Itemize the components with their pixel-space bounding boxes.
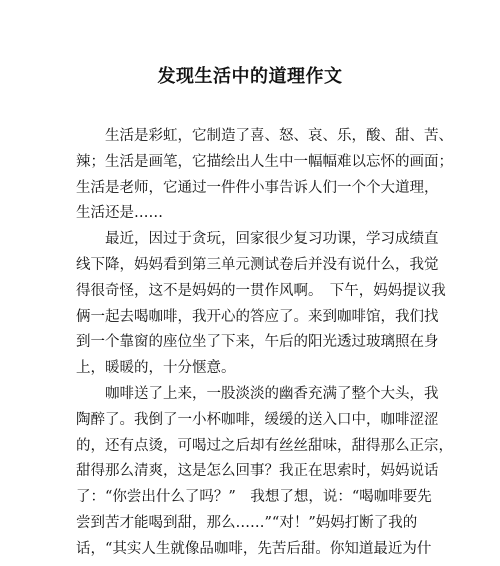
text-line: 尝到苦才能喝到甜，那么……”“对！”妈妈打断了我的 (76, 514, 418, 531)
paragraph-1 (76, 124, 453, 227)
text-line: 咖啡送了上来，一股淡淡的幽香充满了整个大头，我 (105, 385, 439, 402)
text-line: 话，“其实人生就像品咖啡，先苦后甜。你知道最近为什 (76, 540, 432, 557)
text-line: 的，还有点烫，可喝过之后却有丝丝甜味，甜得那么正宗， (76, 437, 453, 454)
paragraph-3 (76, 382, 453, 563)
text-line: 最近，因过于贪玩，回家很少复习功课，学习成绩直 (105, 231, 439, 248)
text-line: 陶醉了。我倒了一小杯咖啡，缓缓的送入口中，咖啡涩涩 (76, 411, 439, 428)
essay-body (76, 124, 453, 563)
text-line: 甜得那么清爽，这是怎么回事？我正在思索时，妈妈说话 (76, 463, 439, 480)
paragraph-2 (76, 227, 446, 382)
text-line: 辣；生活是画笔，它描绘出人生中一幅幅难以忘怀的画面； (76, 153, 453, 170)
text-line: 得很奇怪，这不是妈妈的一贯作风啊。 下午，妈妈提议我 (76, 282, 446, 299)
text-line: 生活还是…… (76, 205, 163, 222)
text-line: 了：“你尝出什么了吗？” 我想了想，说：“喝咖啡要先 (76, 489, 432, 506)
text-line: 上，暖暖的，十分惬意。 (76, 360, 236, 377)
text-line: 生活是彩虹，它制造了喜、怒、哀、乐，酸、甜、苦、 (105, 128, 453, 144)
text-line: 俩一起去喝咖啡，我开心的答应了。来到咖啡馆，我们找 (76, 308, 439, 325)
text-line: 生活是老师，它通过一件件小事告诉人们一个个大道理， (76, 179, 439, 196)
text-line: 到一个靠窗的座位坐了下来，午后的阳光透过玻璃照在身 (76, 334, 439, 351)
essay-title: 发现生活中的道理作文 (157, 66, 343, 87)
text-line: 线下降，妈妈看到第三单元测试卷后并没有说什么，我觉 (76, 256, 439, 273)
